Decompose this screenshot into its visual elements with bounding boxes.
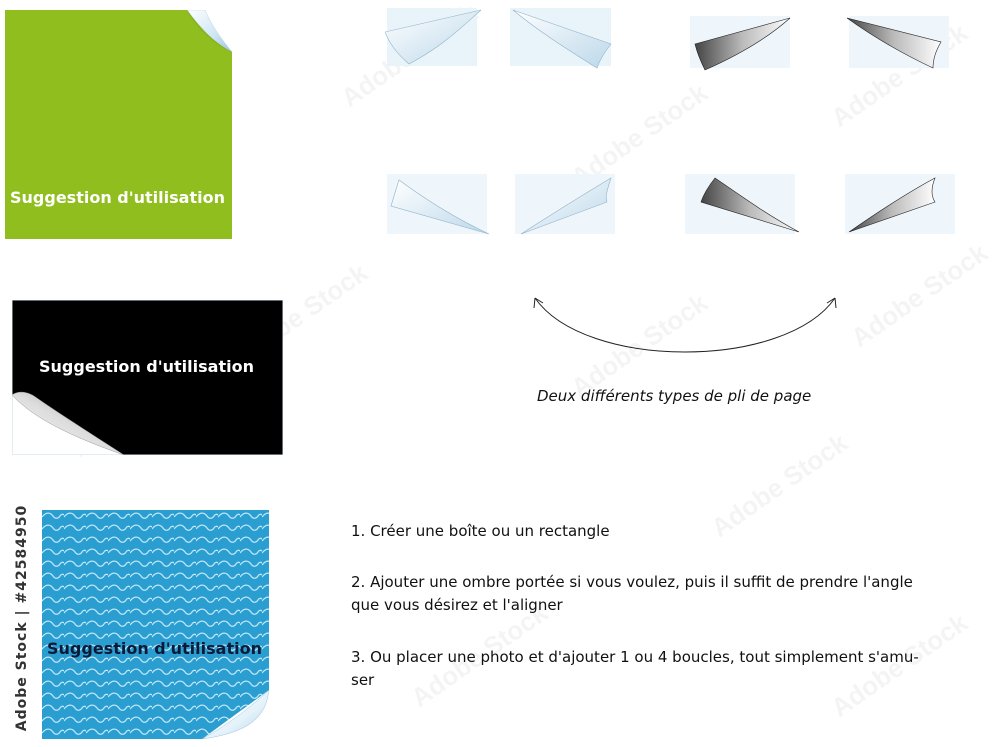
blue-card	[42, 510, 269, 739]
double-arrow-icon	[525, 290, 845, 370]
page-curl-icon	[12, 300, 283, 455]
stock-id-label: Adobe Stock | #42584950	[14, 504, 30, 732]
watermark-text	[845, 237, 993, 354]
page-curl-samples	[385, 6, 955, 238]
instruction-step-3-line-1: 3. Ou placer une photo et d'ajouter 1 ou 4 boucles, tout simplement s'amu-	[351, 648, 919, 666]
curl-types-caption: Deux différents types de pli de page	[537, 387, 812, 405]
instruction-step-2-line-2: que vous désirez et l'aligner	[351, 596, 563, 614]
black-card-label: Suggestion d'utilisation	[39, 357, 254, 376]
instruction-step-3-line-2: ser	[351, 671, 375, 689]
instruction-step-2-line-1: 2. Ajouter une ombre portée si vous voulez, puis il suffit de prendre l'angle	[351, 573, 913, 591]
blue-card-background	[42, 510, 269, 739]
green-card	[5, 10, 232, 239]
black-card	[12, 300, 283, 455]
watermark-text	[705, 427, 853, 544]
blue-card-label: Suggestion d'utilisation	[47, 639, 262, 658]
instruction-step-1: 1. Créer une boîte ou un rectangle	[351, 522, 610, 540]
green-card-label: Suggestion d'utilisation	[10, 188, 225, 207]
